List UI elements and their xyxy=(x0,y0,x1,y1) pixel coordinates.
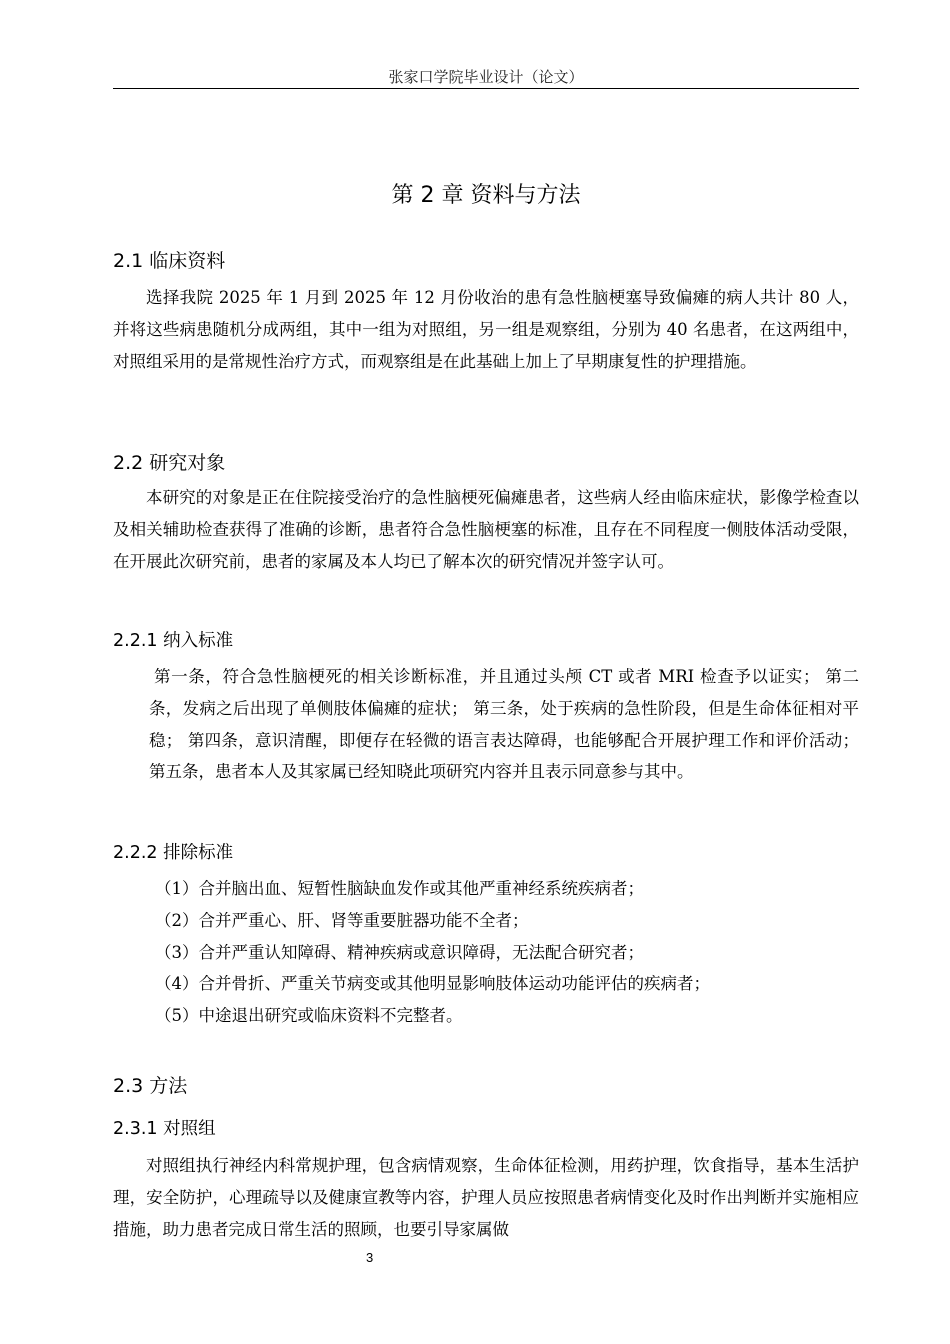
paragraph-inclusion-criteria: 第一条，符合急性脑梗死的相关诊断标准，并且通过头颅 CT 或者 MRI 检查予以证实； 第二条，发病之后出现了单侧肢体偏瘫的症状； 第三条，处于疾病的急性阶段，但是生命体征相对平稳； 第四条，意识清醒，即便存在轻微的语言表达障碍，也能够配合开展护理工作和评价活动； 第五条，患者本人及其家属已经知晓此项研究内容并且表示同意参与其中。 xyxy=(149,667,859,782)
paragraph-research-subjects: 本研究的对象是正在住院接受治疗的急性脑梗死偏瘫患者，这些病人经由临床症状，影像学检查以及相关辅助检查获得了准确的诊断，患者符合急性脑梗塞的标准，且存在不同程度一侧肢体活动受限，在开展此次研究前，患者的家属及本人均已了解本次的研究情况并签字认可。 xyxy=(113,488,859,571)
section-heading-2-3: 2.3 方法 xyxy=(113,1075,188,1097)
section-heading-2-3-1: 2.3.1 对照组 xyxy=(113,1119,216,1139)
list-item: （5）中途退出研究或临床资料不完整者。 xyxy=(155,1006,463,1026)
page-number: 3 xyxy=(366,1250,374,1265)
section-heading-2-2-2: 2.2.2 排除标准 xyxy=(113,843,234,863)
list-item: （1）合并脑出血、短暂性脑缺血发作或其他严重神经系统疾病者； xyxy=(155,879,644,898)
section-heading-2-2-1: 2.2.1 纳入标准 xyxy=(113,631,234,651)
section-heading-2-1: 2.1 临床资料 xyxy=(113,250,226,272)
exclusion-criteria-list xyxy=(155,873,710,1032)
paragraph-clinical-data: 选择我院 2025 年 1 月到 2025 年 12 月份收治的患有急性脑梗塞导致偏瘫的病人共计 80 人，并将这些病患随机分成两组，其中一组为对照组，另一组是观察组，分别为 40 名患者，在这两组中，对照组采用的是常规性治疗方式，而观察组是在此基础上加上了早期康复性的护理措施。 xyxy=(113,288,859,371)
list-item: （4）合并骨折、严重关节病变或其他明显影响肢体运动功能评估的疾病者； xyxy=(155,974,710,994)
list-item: （2）合并严重心、肝、肾等重要脏器功能不全者； xyxy=(155,910,529,930)
running-header: 张家口学院毕业设计（论文） xyxy=(388,68,584,86)
section-heading-2-2: 2.2 研究对象 xyxy=(113,452,226,474)
paragraph-control-group: 对照组执行神经内科常规护理，包含病情观察，生命体征检测，用药护理，饮食指导，基本生活护理，安全防护，心理疏导以及健康宣教等内容，护理人员应按照患者病情变化及时作出判断并实施相应措施，助力患者完成日常生活的照顾，也要引导家属做 xyxy=(113,1156,859,1239)
header-rule xyxy=(113,88,859,89)
list-item: （3）合并严重认知障碍、精神疾病或意识障碍，无法配合研究者； xyxy=(155,942,644,962)
chapter-title: 第 2 章 资料与方法 xyxy=(391,183,581,208)
